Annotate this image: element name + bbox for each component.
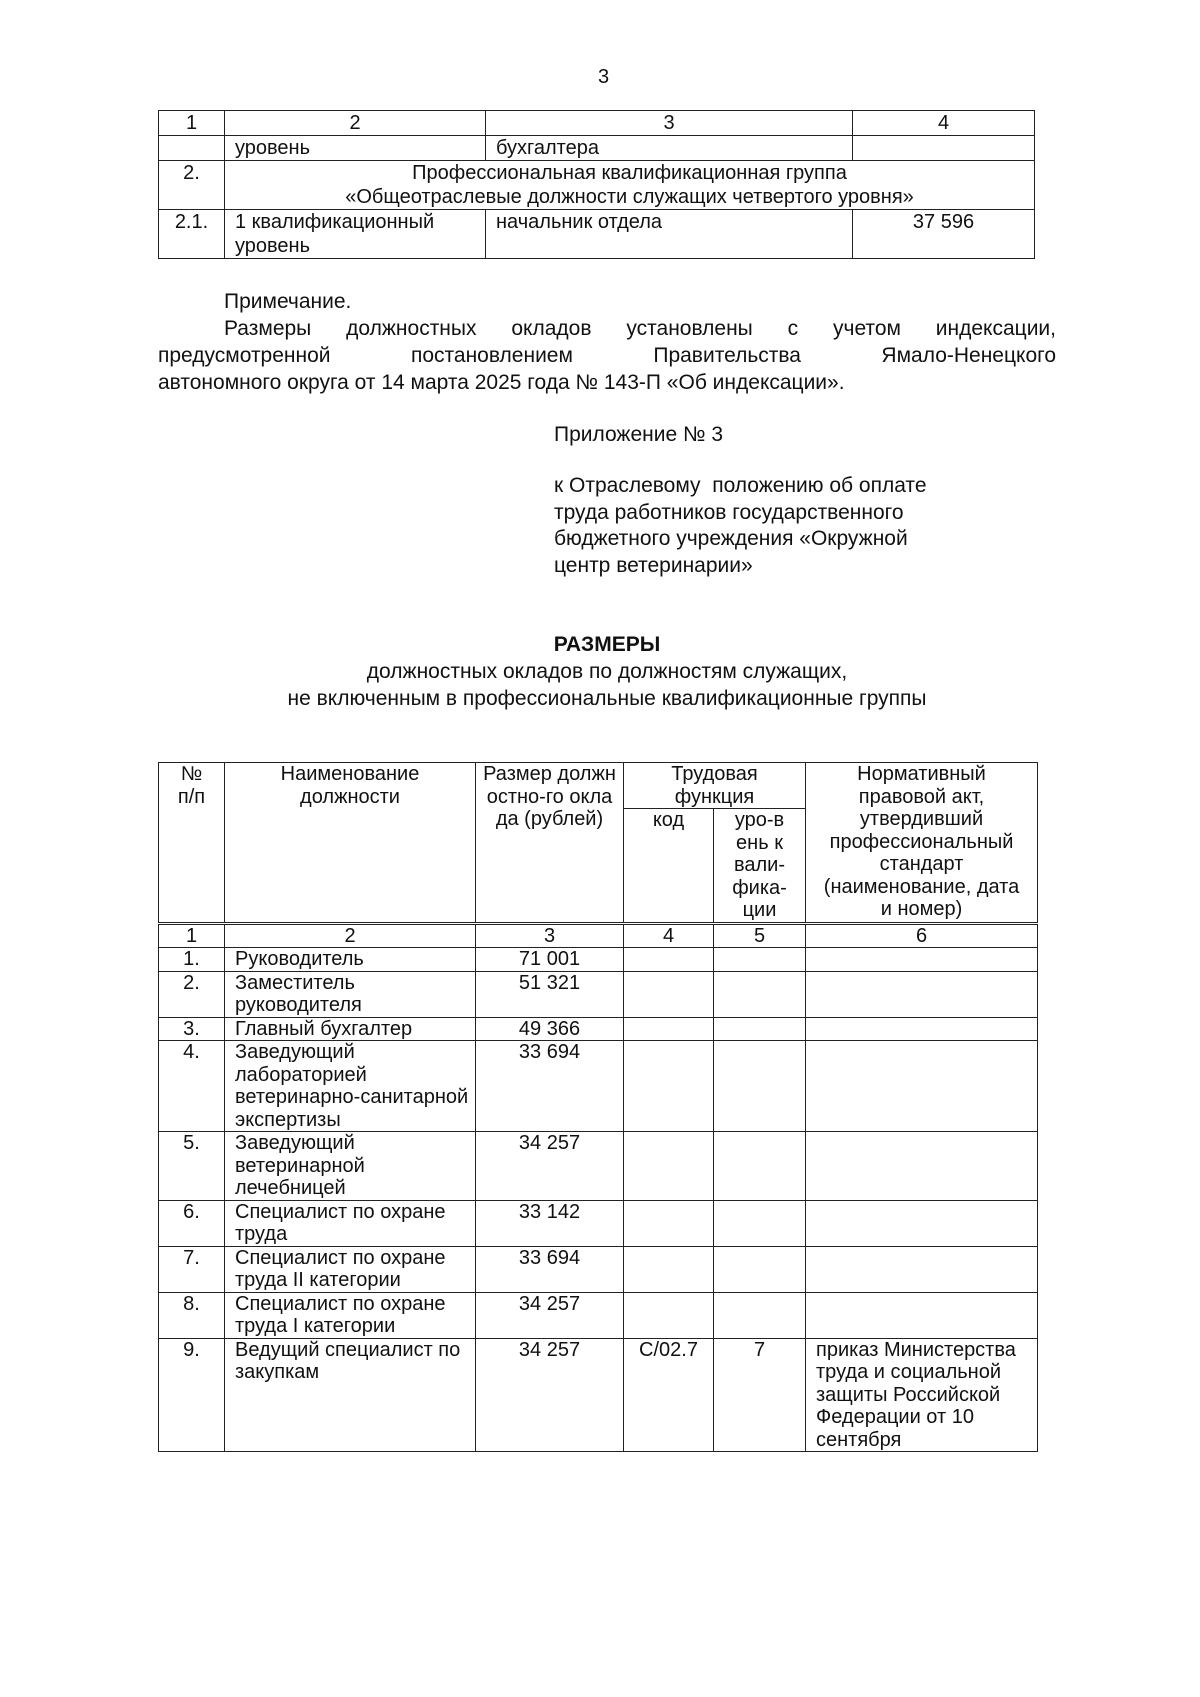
header-act: Нормативный правовой акт, утвердивший профессиональный стандарт (наименование, дата и номер): [806, 763, 1038, 924]
cell-salary: 34 257: [476, 1338, 624, 1452]
heading: [158, 631, 1056, 712]
cell-position: начальник отдела: [486, 210, 853, 259]
cell-act: [806, 1200, 1038, 1246]
cell-code: [624, 948, 714, 972]
note-line: предусмотренной постановлением Правительства Ямало-Ненецкого: [158, 344, 1056, 367]
cell-act: [806, 1041, 1038, 1132]
heading-subtitle: должностных окладов по должностям служащих,: [366, 660, 848, 683]
cell-level: [714, 971, 806, 1017]
cell-num: 1.: [159, 948, 225, 972]
appendix-line: труда работников государственного: [554, 500, 904, 524]
cell-level: [714, 1292, 806, 1338]
group-title-line: Профессиональная квалификационная группа: [412, 162, 847, 184]
note-line: Размеры должностных окладов установлены с учетом индексации,: [224, 317, 1056, 340]
table-header-row: [159, 111, 1035, 136]
cell-salary: 51 321: [476, 971, 624, 1017]
page-number: 3: [598, 66, 610, 88]
cell-salary: 34 257: [476, 1292, 624, 1338]
cell-num: 7.: [159, 1246, 225, 1292]
cell-level: 7: [714, 1338, 806, 1452]
appendix-line: центр ветеринарии»: [554, 553, 753, 577]
cell-act: [806, 948, 1038, 972]
col-number: 1: [159, 111, 225, 136]
table-row: [159, 1041, 1038, 1132]
cell-name: Заведующий ветеринарной лечебницей: [225, 1132, 476, 1201]
cell-salary: 33 694: [476, 1041, 624, 1132]
cell-code: [624, 1246, 714, 1292]
table-row: [159, 1246, 1038, 1292]
cell-act: [806, 1132, 1038, 1201]
header-name: Наименование должности: [225, 763, 476, 924]
col-number: 6: [806, 923, 1038, 948]
salary-table: [158, 762, 1038, 1452]
salary-table-continued: [158, 110, 1035, 259]
table-row: [159, 971, 1038, 1017]
heading-title: РАЗМЕРЫ: [553, 633, 661, 656]
cell-level: [714, 1132, 806, 1201]
cell-salary: 33 694: [476, 1246, 624, 1292]
col-number: 3: [476, 923, 624, 948]
cell-salary: [853, 136, 1035, 161]
col-number: 5: [714, 923, 806, 948]
header-salary: Размер должностно-го оклада (рублей): [476, 763, 624, 924]
cell-salary: 71 001: [476, 948, 624, 972]
header-num: № п/п: [159, 763, 225, 924]
cell-position: бухгалтера: [486, 136, 853, 161]
cell-act: [806, 1017, 1038, 1041]
table-row: [159, 1292, 1038, 1338]
cell-act: приказ Министерства труда и социальной защиты Российской Федерации от 10 сентября: [806, 1338, 1038, 1452]
appendix-line: к Отраслевому положению об оплате: [554, 474, 927, 497]
cell-name: Специалист по охране труда: [225, 1200, 476, 1246]
appendix-title: Приложение № 3: [554, 423, 724, 446]
table-row: [159, 1017, 1038, 1041]
cell-num: 9.: [159, 1338, 225, 1452]
cell-level: [714, 1200, 806, 1246]
cell-act: [806, 1246, 1038, 1292]
cell-code: [624, 1132, 714, 1201]
cell-code: [624, 1017, 714, 1041]
cell-code: [624, 1292, 714, 1338]
cell-num: 5.: [159, 1132, 225, 1201]
cell-name: Ведущий специалист по закупкам: [225, 1338, 476, 1452]
group-title: [225, 161, 1035, 210]
col-number: 1: [159, 923, 225, 948]
cell-num: 4.: [159, 1041, 225, 1132]
cell-num: 8.: [159, 1292, 225, 1338]
appendix-line: бюджетного учреждения «Окружной: [554, 527, 908, 550]
cell-act: [806, 1292, 1038, 1338]
col-number: 4: [624, 923, 714, 948]
cell-empty: [159, 136, 225, 161]
cell-num: 2.: [159, 971, 225, 1017]
cell-num: 3.: [159, 1017, 225, 1041]
header-code: код: [624, 809, 714, 924]
cell-level: [714, 1017, 806, 1041]
cell-name: Заместитель руководителя: [225, 971, 476, 1017]
table-header-row: [159, 763, 1038, 809]
table-row: [159, 1338, 1038, 1452]
cell-name: Главный бухгалтер: [225, 1017, 476, 1041]
cell-level: уровень: [225, 136, 486, 161]
cell-salary: 37 596: [853, 210, 1035, 259]
header-function: Трудовая функция: [624, 763, 806, 809]
group-title-line: «Общеотраслевые должности служащих четвертого уровня»: [345, 186, 914, 208]
cell-salary: 33 142: [476, 1200, 624, 1246]
note-line: автономного округа от 14 марта 2025 года № 143-П «Об индексации».: [158, 371, 845, 394]
cell-code: С/02.7: [624, 1338, 714, 1452]
table-row: [159, 210, 1035, 259]
cell-level: [714, 948, 806, 972]
col-number: 2: [225, 111, 486, 136]
cell-level: [714, 1246, 806, 1292]
cell-num: 6.: [159, 1200, 225, 1246]
cell-act: [806, 971, 1038, 1017]
cell-name: Руководитель: [225, 948, 476, 972]
cell-level: [714, 1041, 806, 1132]
cell-salary: 34 257: [476, 1132, 624, 1201]
table-row: [159, 948, 1038, 972]
column-number-row: [159, 923, 1038, 948]
appendix-text: [554, 473, 927, 579]
cell-code: [624, 1041, 714, 1132]
table-row: [159, 1200, 1038, 1246]
cell-level: 1 квалификационный уровень: [225, 210, 486, 259]
col-number: 3: [486, 111, 853, 136]
cell-name: Специалист по охране труда II категории: [225, 1246, 476, 1292]
group-row: [159, 161, 1035, 210]
cell-name: Заведующий лабораторией ветеринарно-санитарной экспертизы: [225, 1041, 476, 1132]
header-level: уро-вень квали-фика-ции: [714, 809, 806, 924]
table-row: [159, 136, 1035, 161]
table-row: [159, 1132, 1038, 1201]
col-number: 4: [853, 111, 1035, 136]
cell-num: 2.: [159, 161, 225, 210]
note-title: Примечание.: [224, 290, 352, 313]
col-number: 2: [225, 923, 476, 948]
cell-code: [624, 1200, 714, 1246]
cell-code: [624, 971, 714, 1017]
cell-salary: 49 366: [476, 1017, 624, 1041]
cell-num: 2.1.: [159, 210, 225, 259]
heading-subtitle: не включенным в профессиональные квалификационные группы: [287, 687, 927, 710]
cell-name: Специалист по охране труда I категории: [225, 1292, 476, 1338]
